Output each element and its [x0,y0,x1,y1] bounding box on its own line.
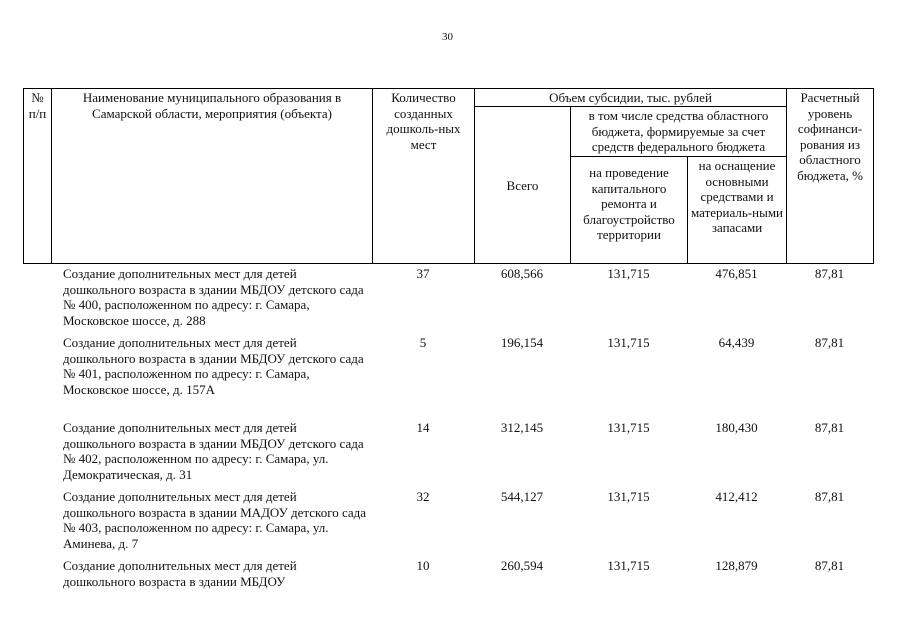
header-name: Наименование муниципального образования в Самарской области, мероприятия (объекта) [52,89,373,264]
row-rate: 87,81 [814,420,845,435]
row-total: 196,154 [500,335,544,350]
row-name: Создание дополнительных мест для детей дошкольного возраста в здании МБДОУ [63,558,297,589]
table-row [23,556,873,588]
row-repair: 131,715 [607,558,650,573]
row-total: 544,127 [500,489,544,504]
row-name: Создание дополнительных мест для детей дошкольного возраста в здании МБДОУ детского сада № 400, расположенном по адресу: г. Самара, Московское шоссе, д. 288 [63,266,364,328]
table-body [23,264,873,588]
row-name: Создание дополнительных мест для детей дошкольного возраста в здании МБДОУ детского сада № 401, расположенном по адресу: г. Самара, Московское шоссе, д. 157А [63,335,364,397]
row-equip: 476,851 [715,266,758,281]
row-repair: 131,715 [607,266,650,281]
table-row [23,333,873,418]
header-repair: на проведение капитального ремонта и благоустройство территории [571,157,688,264]
row-repair: 131,715 [607,335,650,350]
row-places: 5 [419,335,427,350]
row-places: 10 [416,558,430,573]
row-total: 260,594 [500,558,544,573]
header-federal: в том числе средства областного бюджета, формируемые за счет средств федерального бюджета [571,107,787,157]
header-total: Всего [475,107,571,264]
header-num: № п/п [24,89,52,264]
row-places: 32 [416,489,430,504]
row-rate: 87,81 [814,335,845,350]
table-header [23,88,874,264]
row-equip: 180,430 [715,420,758,435]
row-repair: 131,715 [607,420,650,435]
row-rate: 87,81 [814,266,845,281]
header-places: Количество созданных дошколь-ных мест [373,89,475,264]
header-equip: на оснащение основными средствами и материаль-ными запасами [688,157,787,264]
header-subsidy: Объем субсидии, тыс. рублей [475,89,787,107]
table-row [23,264,873,333]
row-total: 608,566 [500,266,544,281]
row-equip: 128,879 [715,558,758,573]
table-row [23,418,873,487]
row-rate: 87,81 [814,489,845,504]
row-name: Создание дополнительных мест для детей дошкольного возраста в здании МАДОУ детского сада № 403, расположенном по адресу: г. Самара, ул. Аминева, д. 7 [63,489,367,551]
header-rate: Расчетный уровень софинанси-рования из областного бюджета, % [787,89,874,264]
row-equip: 64,439 [718,335,755,350]
page-number: 30 [442,31,453,43]
row-rate: 87,81 [814,558,845,573]
row-total: 312,145 [500,420,544,435]
row-equip: 412,412 [715,489,758,504]
row-name: Создание дополнительных мест для детей дошкольного возраста в здании МБДОУ детского сада № 402, расположенном по адресу: г. Самара, ул. Демократическая, д. 31 [63,420,364,482]
row-places: 14 [416,420,430,435]
row-places: 37 [416,266,430,281]
table-row [23,487,873,556]
row-repair: 131,715 [607,489,650,504]
